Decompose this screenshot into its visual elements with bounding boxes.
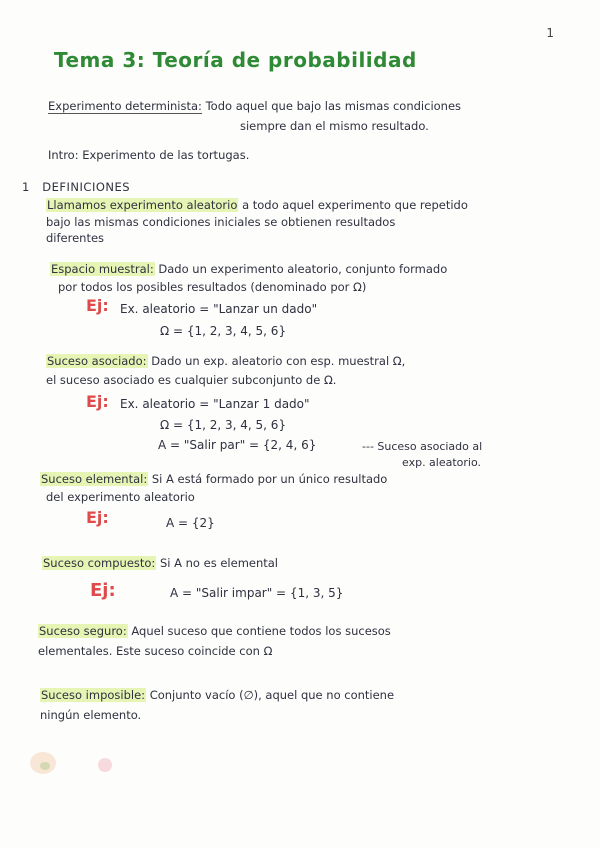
elemental-line-2: del experimento aleatorio — [46, 490, 195, 504]
asociado-line-1 — [46, 354, 405, 368]
compuesto-text-1: Si A no es elemental — [159, 556, 279, 570]
asociado-event: A = "Salir par" = {2, 4, 6} — [158, 438, 317, 452]
asociado-text-1: Dado un exp. aleatorio con esp. muestral Ω, — [151, 354, 406, 368]
compuesto-ej-label: Ej: — [90, 580, 116, 601]
asociado-note-1: --- Suceso asociado al — [362, 440, 483, 453]
seguro-line-2: elementales. Este suceso coincide con Ω — [38, 644, 273, 658]
asociado-example: Ex. aleatorio = "Lanzar 1 dado" — [120, 397, 310, 411]
imposible-line-2: ningún elemento. — [40, 708, 142, 722]
section-title: DEFINICIONES — [42, 180, 131, 194]
espacio-line-1 — [50, 262, 447, 276]
asociado-label: Suceso asociado: — [47, 354, 147, 368]
seguro-label: Suceso seguro: — [39, 624, 127, 638]
espacio-line-2: por todos los posibles resultados (denominado por Ω) — [58, 280, 367, 294]
determinista-label: Experimento determinista: — [48, 99, 202, 113]
compuesto-line-1 — [42, 556, 278, 570]
compuesto-label: Suceso compuesto: — [43, 556, 156, 570]
decorative-leaf — [40, 762, 50, 770]
elemental-label: Suceso elemental: — [41, 472, 148, 486]
espacio-example: Ex. aleatorio = "Lanzar un dado" — [120, 302, 318, 316]
aleatorio-line-3: diferentes — [46, 231, 105, 245]
compuesto-event: A = "Salir impar" = {1, 3, 5} — [170, 586, 344, 600]
espacio-label: Espacio muestral: — [51, 262, 154, 276]
page-number: 1 — [546, 26, 554, 40]
section-heading — [22, 180, 130, 194]
aleatorio-line-1 — [46, 198, 468, 212]
imposible-line-1 — [40, 688, 394, 702]
asociado-line-2: el suceso asociado es cualquier subconjunto de Ω. — [46, 373, 337, 387]
intro-line: Intro: Experimento de las tortugas. — [48, 148, 250, 162]
determinista-text-2: siempre dan el mismo resultado. — [240, 119, 429, 133]
elemental-text-1: Si A está formado por un único resultado — [151, 472, 388, 486]
determinista-line-1 — [48, 99, 461, 113]
imposible-text-1: Conjunto vacío (∅), aquel que no contiene — [149, 688, 395, 702]
decorative-sticker-right — [98, 758, 112, 772]
aleatorio-line-2: bajo las mismas condiciones iniciales se obtienen resultados — [46, 215, 396, 229]
aleatorio-label: Llamamos experimento aleatorio — [47, 198, 238, 212]
imposible-label: Suceso imposible: — [41, 688, 146, 702]
aleatorio-text-1: a todo aquel experimento que repetido — [242, 198, 468, 212]
elemental-ej-label: Ej: — [86, 508, 109, 527]
asociado-ej-label: Ej: — [86, 392, 109, 411]
seguro-line-1 — [38, 624, 391, 638]
asociado-omega: Ω = {1, 2, 3, 4, 5, 6} — [160, 418, 287, 432]
page-title: Tema 3: Teoría de probabilidad — [54, 48, 417, 72]
espacio-text-1: Dado un experimento aleatorio, conjunto formado — [158, 262, 448, 276]
elemental-line-1 — [40, 472, 387, 486]
section-number: 1 — [22, 180, 30, 194]
seguro-text-1: Aquel suceso que contiene todos los sucesos — [131, 624, 391, 638]
elemental-event: A = {2} — [166, 516, 215, 530]
espacio-omega: Ω = {1, 2, 3, 4, 5, 6} — [160, 324, 287, 338]
espacio-ej-label: Ej: — [86, 296, 109, 315]
determinista-text-1: Todo aquel que bajo las mismas condiciones — [205, 99, 462, 113]
asociado-note-2: exp. aleatorio. — [402, 456, 482, 469]
